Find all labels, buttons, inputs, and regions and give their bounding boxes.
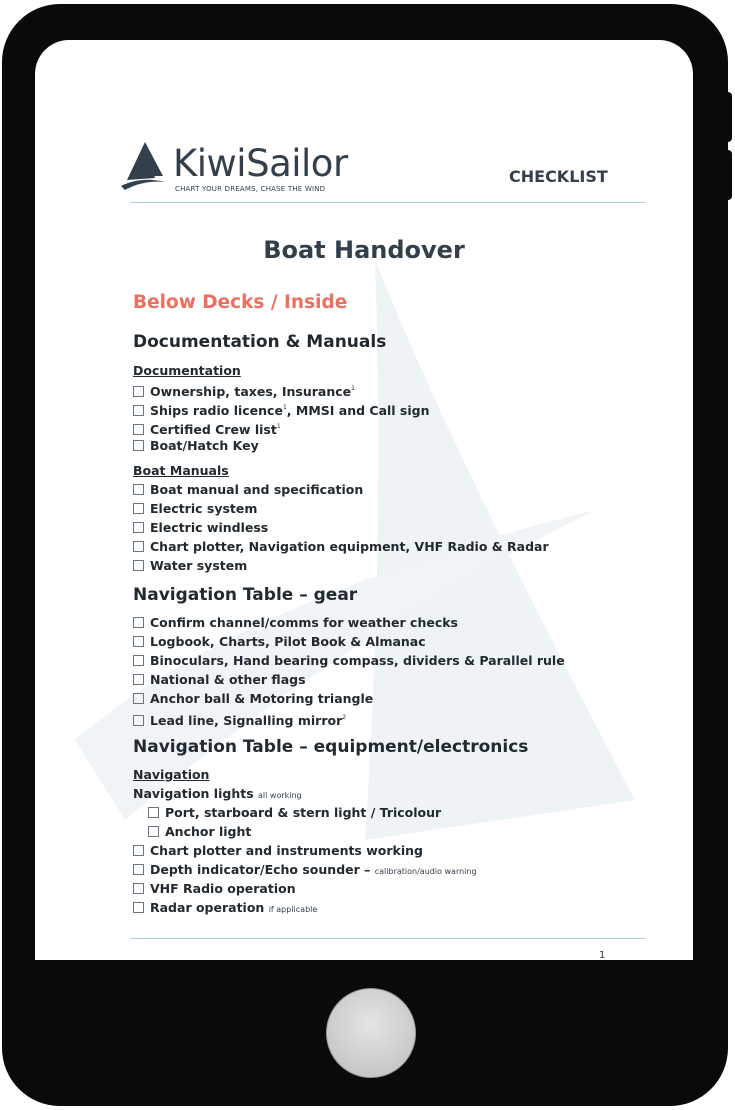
checklist-item[interactable]: Ships radio licence$^1$, MMSI and Call sign	[133, 400, 430, 419]
checklist-item[interactable]: Lead line, Signalling mirror$^2$	[133, 710, 346, 729]
checkbox[interactable]	[133, 883, 144, 894]
checkbox[interactable]	[148, 826, 159, 837]
checkbox[interactable]	[133, 560, 144, 571]
checkbox[interactable]	[133, 386, 144, 397]
checkbox[interactable]	[133, 541, 144, 552]
checklist-item[interactable]: Binoculars, Hand bearing compass, dividers & Parallel rule	[133, 653, 565, 669]
checklist-item[interactable]: Port, starboard & stern light / Tricolour	[148, 805, 441, 821]
group-label-navigation: Navigation	[133, 767, 210, 782]
document-page	[35, 40, 693, 960]
section-heading: Below Decks / Inside	[133, 292, 348, 313]
checkbox[interactable]	[133, 424, 144, 435]
checklist-item[interactable]: Boat/Hatch Key	[133, 438, 259, 454]
subheading-navigation-gear: Navigation Table – gear	[133, 585, 358, 605]
checkbox[interactable]	[133, 522, 144, 533]
checkbox[interactable]	[133, 864, 144, 875]
page-title: Boat Handover	[263, 236, 465, 264]
subheading-navigation-equipment: Navigation Table – equipment/electronics	[133, 737, 529, 757]
checkbox[interactable]	[133, 715, 144, 726]
checklist-item[interactable]: Depth indicator/Echo sounder – calibration/audio warning	[133, 862, 477, 880]
checkbox[interactable]	[133, 655, 144, 666]
checklist-item[interactable]: Electric windless	[133, 520, 268, 536]
volume-button[interactable]	[724, 92, 732, 142]
checkbox[interactable]	[133, 693, 144, 704]
checkbox[interactable]	[133, 484, 144, 495]
group-label-boat-manuals: Boat Manuals	[133, 463, 229, 478]
navigation-lights-label: Navigation lights all working	[133, 786, 302, 801]
checklist-item[interactable]: National & other flags	[133, 672, 306, 688]
home-button[interactable]	[326, 988, 416, 1078]
checkbox[interactable]	[133, 674, 144, 685]
page-number: 1	[599, 950, 606, 960]
sailboat-logo-icon	[119, 140, 169, 196]
checkbox[interactable]	[133, 617, 144, 628]
checkbox[interactable]	[133, 845, 144, 856]
footer-divider	[131, 938, 645, 939]
group-label-documentation: Documentation	[133, 363, 241, 378]
document-type: CHECKLIST	[509, 167, 608, 186]
checklist-item[interactable]: Electric system	[133, 501, 257, 517]
checklist-item[interactable]: Certified Crew list$^1$	[133, 419, 281, 438]
brand-tagline: CHART YOUR DREAMS, CHASE THE WIND	[175, 185, 326, 193]
checklist-item[interactable]: Chart plotter and instruments working	[133, 843, 423, 859]
checklist-item[interactable]: Logbook, Charts, Pilot Book & Almanac	[133, 634, 426, 650]
tablet-screen	[35, 40, 693, 960]
checklist-item[interactable]: Radar operation if applicable	[133, 900, 317, 918]
subheading-documentation-manuals: Documentation & Manuals	[133, 332, 387, 352]
checkbox[interactable]	[133, 902, 144, 913]
checklist-item[interactable]: Anchor ball & Motoring triangle	[133, 691, 373, 707]
checkbox[interactable]	[133, 405, 144, 416]
checkbox[interactable]	[133, 503, 144, 514]
checkbox[interactable]	[148, 807, 159, 818]
power-button[interactable]	[724, 150, 732, 200]
checklist-item[interactable]: Confirm channel/comms for weather checks	[133, 615, 458, 631]
brand-name: KiwiSailor	[173, 142, 348, 185]
checklist-item[interactable]: VHF Radio operation	[133, 881, 296, 897]
header-divider	[131, 202, 645, 203]
checklist-item[interactable]: Boat manual and specification	[133, 482, 363, 498]
checklist-item[interactable]: Chart plotter, Navigation equipment, VHF Radio & Radar	[133, 539, 549, 555]
checklist-item[interactable]: Water system	[133, 558, 247, 574]
checkbox[interactable]	[133, 636, 144, 647]
checklist-item[interactable]: Anchor light	[148, 824, 251, 840]
checkbox[interactable]	[133, 440, 144, 451]
checklist-item[interactable]: Ownership, taxes, Insurance$^1$	[133, 381, 355, 400]
